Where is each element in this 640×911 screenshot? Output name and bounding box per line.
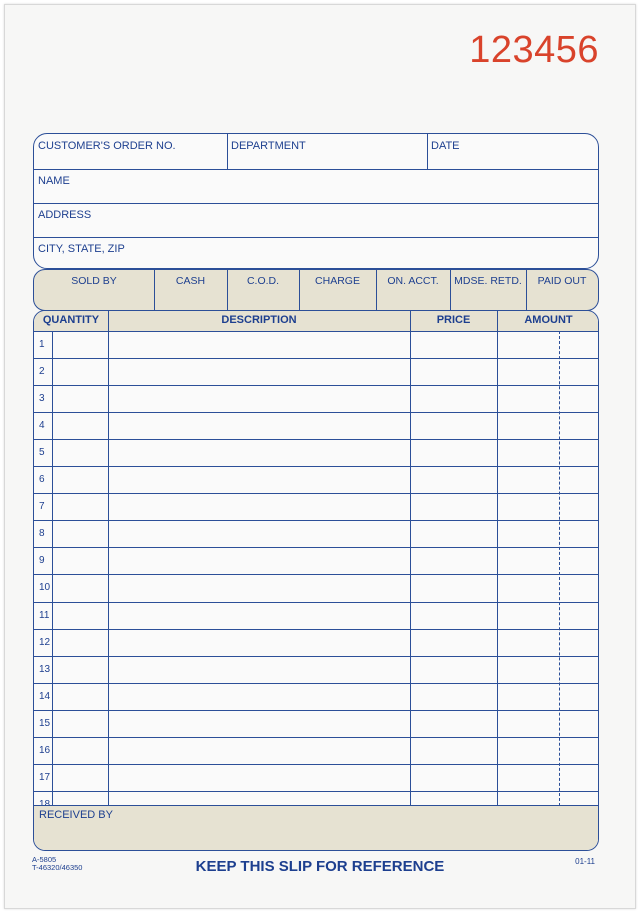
row-number: 17 <box>39 771 51 783</box>
city-state-zip-label: CITY, STATE, ZIP <box>38 243 125 255</box>
row-divider <box>34 412 598 413</box>
table-header <box>34 311 598 332</box>
address-label: ADDRESS <box>38 209 92 221</box>
row-number: 5 <box>39 447 45 459</box>
row-number: 16 <box>39 744 51 756</box>
department-field[interactable] <box>227 134 427 169</box>
on-account-cell[interactable]: ON. ACCT. <box>387 275 439 287</box>
name-label: NAME <box>38 175 70 187</box>
row-divider <box>34 683 598 684</box>
row-number: 4 <box>39 420 45 432</box>
row-divider <box>34 493 598 494</box>
row-divider <box>34 710 598 711</box>
row-number: 12 <box>39 636 51 648</box>
description-header: DESCRIPTION <box>221 314 297 326</box>
form-code-secondary: T-46320/46350 <box>32 863 83 872</box>
merchandise-returned-cell[interactable]: MDSE. RETD. <box>454 275 522 287</box>
row-number: 6 <box>39 474 45 486</box>
row-number: 10 <box>39 582 51 594</box>
row-divider <box>34 791 598 792</box>
order-row <box>34 134 598 170</box>
row-divider <box>34 439 598 440</box>
received-by-label: RECEIVED BY <box>39 809 113 821</box>
amount-header: AMOUNT <box>524 314 573 326</box>
row-divider <box>34 520 598 521</box>
row-divider <box>34 466 598 467</box>
row-number: 7 <box>39 501 45 513</box>
customer-info-box <box>33 133 599 269</box>
department-label: DEPARTMENT <box>231 140 306 152</box>
received-by-field[interactable] <box>34 805 598 850</box>
quantity-header: QUANTITY <box>42 314 100 326</box>
row-number: 2 <box>39 366 45 378</box>
name-field[interactable] <box>34 169 598 204</box>
row-number: 8 <box>39 528 45 540</box>
row-divider <box>34 737 598 738</box>
address-field[interactable] <box>34 203 598 238</box>
row-number: 3 <box>39 393 45 405</box>
reference-notice: KEEP THIS SLIP FOR REFERENCE <box>195 858 445 875</box>
row-number: 11 <box>39 609 50 621</box>
row-divider <box>34 385 598 386</box>
cod-cell[interactable]: C.O.D. <box>246 275 280 287</box>
payment-type-band <box>33 269 599 311</box>
sold-by-cell[interactable]: SOLD BY <box>71 275 117 287</box>
row-number: 1 <box>39 339 45 350</box>
paid-out-cell[interactable]: PAID OUT <box>537 275 587 287</box>
date-label: DATE <box>431 140 460 152</box>
row-divider <box>34 764 598 765</box>
row-divider <box>34 629 598 630</box>
line-items-table <box>33 310 599 851</box>
edition-code: 01-11 <box>575 857 595 866</box>
form-code-primary: A-5805 <box>32 855 57 864</box>
row-divider <box>34 602 598 603</box>
row-divider <box>34 547 598 548</box>
price-header: PRICE <box>436 314 471 326</box>
row-number: 13 <box>39 663 51 675</box>
row-divider <box>34 574 598 575</box>
sales-slip <box>4 4 636 909</box>
row-divider <box>34 358 598 359</box>
order-no-field[interactable] <box>34 134 227 169</box>
row-divider <box>34 656 598 657</box>
row-number: 14 <box>39 690 51 702</box>
charge-cell[interactable]: CHARGE <box>315 275 360 287</box>
row-number: 15 <box>39 717 51 729</box>
serial-number: 123456 <box>469 29 599 71</box>
city-state-zip-field[interactable] <box>34 237 598 268</box>
order-no-label: CUSTOMER'S ORDER NO. <box>38 140 176 152</box>
cash-cell[interactable]: CASH <box>175 275 206 287</box>
row-number: 9 <box>39 555 45 567</box>
date-field[interactable] <box>427 134 598 169</box>
